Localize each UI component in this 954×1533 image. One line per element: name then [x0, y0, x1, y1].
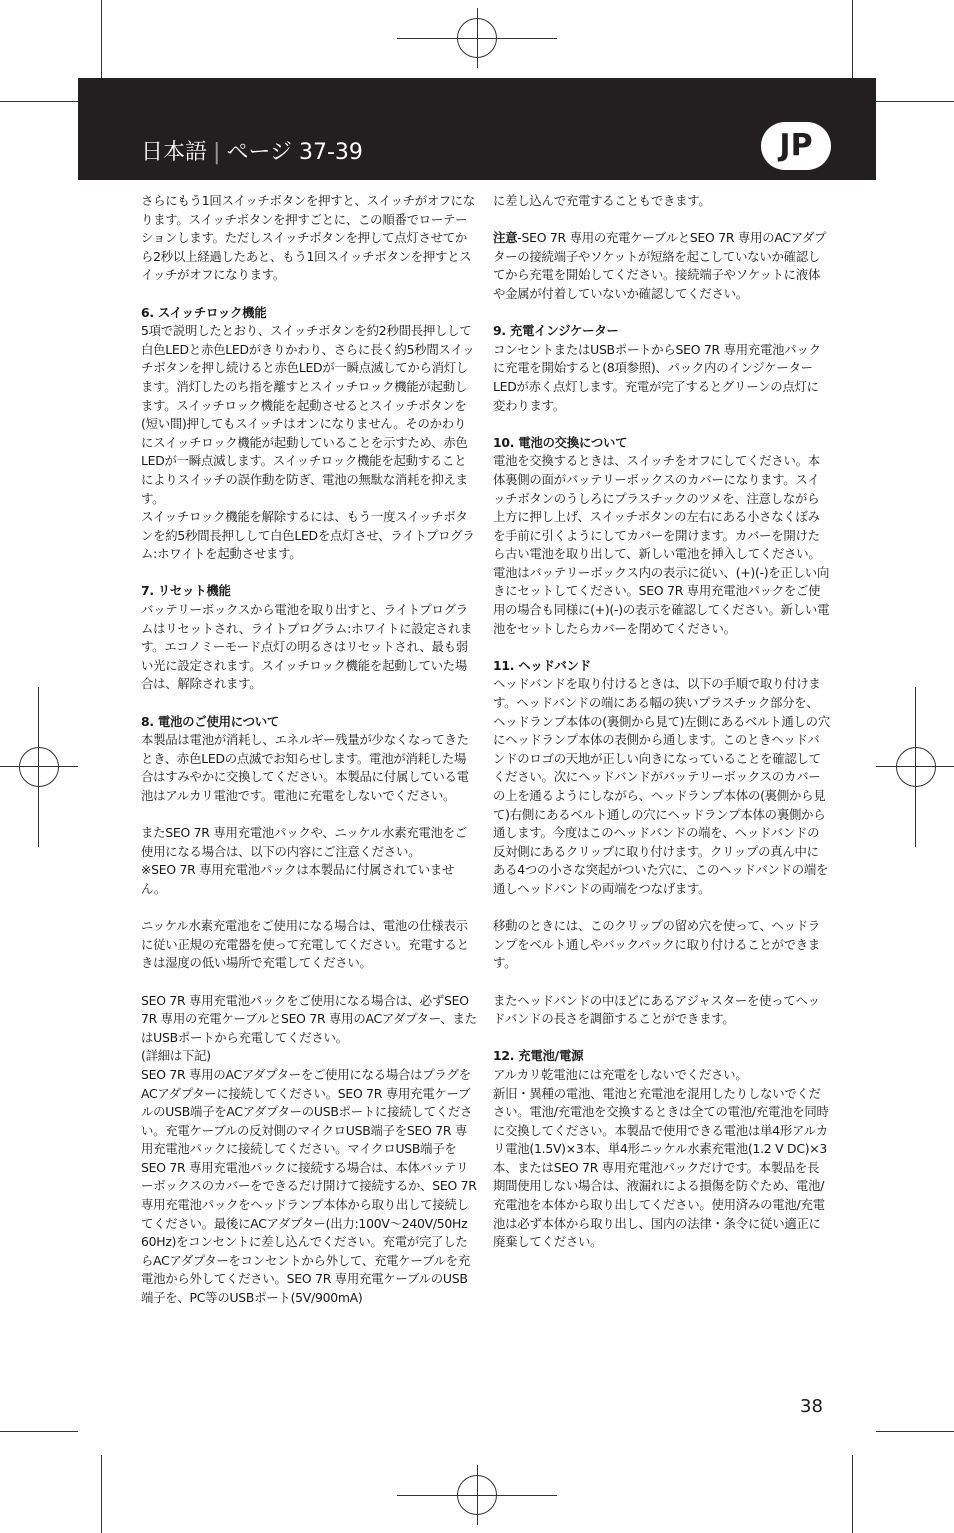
crop-mark	[852, 0, 853, 78]
registration-line	[38, 687, 39, 847]
section-heading: 10. 電池の交換について	[493, 434, 628, 450]
crop-mark	[0, 1431, 78, 1432]
paragraph: ※SEO 7R 専用充電池パックは本製品に付属されていません。	[141, 862, 455, 896]
page-number: 38	[800, 1396, 823, 1417]
caution-note	[493, 229, 830, 303]
crop-mark	[101, 1455, 102, 1533]
paragraph: さらにもう1回スイッチボタンを押すと、スイッチがオフになります。スイッチボタンを押すごとに、この順番でローテーションします。ただしスイッチボタンを押して点灯させてから2秒以上経過したあと、もう1回スイッチボタンを押すとスイッチがオフになります。	[141, 193, 476, 283]
caution-text: -SEO 7R 専用の充電ケーブルとSEO 7R 専用のACアダプターの接続端子やソケットが短絡を起こしていないか確認してから充電を開始してください。接続端子やソケットに液体や金属が付着していないか確認してください。	[493, 230, 827, 301]
registration-line	[397, 1495, 557, 1496]
left-column	[141, 192, 478, 1308]
paragraph: またSEO 7R 専用充電池パックや、ニッケル水素充電池をご使用になる場合は、以下の内容にご注意ください。	[141, 825, 467, 859]
caution-label: 注意	[493, 230, 518, 246]
title-separator: |	[213, 140, 221, 165]
registration-line	[0, 766, 78, 767]
crop-mark	[101, 0, 102, 78]
paragraph: 5項で説明したとおり、スイッチボタンを約2秒間長押しして白色LEDと赤色LEDがきりかわり、さらに長く約5秒間スイッチボタンを押し続けると赤色LEDが一瞬点滅してから消灯します。消灯したのち指を離すとスイッチロック機能が起動します。スイッチロック機能を起動させるとスイッチボタンを(短い間)押してもスイッチはオンになりません。そのかわりにスイッチロック機能が起動していることを示すため、赤色LEDが一瞬点滅します。スイッチロック機能を起動することによりスイッチの誤作動を防ぎ、電池の無駄な消耗を抑えます。	[141, 323, 475, 506]
registration-circle	[896, 747, 936, 787]
registration-line	[915, 687, 916, 847]
crop-mark	[852, 1455, 853, 1533]
paragraph: 移動のときには、このクリップの留め穴を使って、ヘッドランプをベルト通しやバックパックに取り付けることができます。	[493, 918, 821, 971]
paragraph: バッテリーボックスから電池を取り出すと、ライトプログラムはリセットされ、ライトプログラム:ホワイトに設定されます。エコノミーモード点灯の明るさはリセットされ、最も弱い光に設定されます。スイッチロック機能を起動していた場合は、解除されます。	[141, 602, 473, 692]
paragraph: ニッケル水素充電池をご使用になる場合は、電池の仕様表示に従い正規の充電器を使って充電してください。充電するときは湿度の低い場所で充電してください。	[141, 918, 469, 971]
registration-line	[397, 38, 557, 39]
registration-line	[876, 766, 954, 767]
language-badge: JP	[761, 122, 831, 170]
paragraph: ヘッドバンドを取り付けるときは、以下の手順で取り付けます。ヘッドバンドの端にある幅の狭いプラスチック部分を、ヘッドランプ本体の(裏側から見て)左側にあるベルト通しの穴にヘッドランプ本体の表側から通します。このときヘッドバンドのロゴの天地が正しい向きになっていることを確認してください。次にヘッドバンドがバッテリーボックスのカバーの上を通るようにしながら、ヘッドランプ本体の(裏側から見て)右側にあるベルト通しの穴にヘッドランプ本体の裏側から通します。今度はこのヘッドバンドの端を、ヘッドバンドの反対側にあるクリップに取り付けます。クリップの真ん中にある4つの小さな突起がついた穴に、このヘッドバンドの端を通しヘッドバンドの両端をつなげます。	[493, 676, 830, 896]
language-label: 日本語	[141, 140, 208, 165]
right-column	[493, 192, 830, 1252]
header-band	[78, 78, 876, 180]
paragraph: 電池を交換するときは、スイッチをオフにしてください。本体裏側の面がバッテリーボックスのカバーになります。スイッチボタンのうしろにプラスチックのツメを、注意しながら上方に押し上げ、スイッチボタンの左右にある小さなくぼみを手前に引くようにしてカバーを開けます。カバーを開けたら古い電池を取り出して、新しい電池を挿入してください。電池はバッテリーボックス内の表示に従い、(+)(-)を正しい向きにセットしてください。SEO 7R 専用充電池パックをご使用の場合も同様に(+)(-)の表示を確認してください。新しい電池をセットしたらカバーを閉めてください。	[493, 453, 830, 636]
section-heading: 12. 充電池/電源	[493, 1048, 584, 1064]
crop-mark	[876, 101, 954, 102]
paragraph: SEO 7R 専用充電池パックをご使用になる場合は、必ずSEO 7R 専用の充電ケーブルとSEO 7R 専用のACアダプター、またはUSBポートから充電してください。	[141, 992, 477, 1045]
paragraph: に差し込んで充電することもできます。	[493, 193, 711, 208]
paragraph: またヘッドバンドの中ほどにあるアジャスターを使ってヘッドバンドの長さを調節することができます。	[493, 992, 820, 1027]
section-heading: 7. リセット機能	[141, 583, 231, 599]
paragraph: コンセントまたはUSBポートからSEO 7R 専用充電池パックに充電を開始すると(8項参照)、パック内のインジケーターLEDが赤く点灯します。充電が完了するとグリーンの点灯に変わります。	[493, 341, 821, 413]
section-heading: 8. 電池のご使用について	[141, 713, 280, 729]
section-heading: 11. ヘッドバンド	[493, 657, 591, 673]
paragraph: スイッチロック機能を解除するには、もう一度スイッチボタンを約5秒間長押しして白色LEDを点灯させ、ライトプログラム:ホワイトを起動させます。	[141, 509, 475, 562]
registration-circle	[19, 747, 59, 787]
paragraph: 本製品は電池が消耗し、エネルギー残量が少なくなってきたとき、赤色LEDの点滅でお知らせします。電池が消耗した場合はすみやかに交換してください。本製品に付属している電池はアルカリ電池です。電池に充電をしないでください。	[141, 732, 469, 803]
crop-mark	[0, 101, 78, 102]
page-range: ページ 37-39	[226, 140, 363, 165]
paragraph: 新旧・異種の電池、電池と充電池を混用したりしないでください。電池/充電池を交換するときは全ての電池/充電池を同時に交換してください。本製品で使用できる電池は単4形アルカリ電池(1.5V)×3本、単4形ニッケル水素充電池(1.2 V DC)×3本、またはSEO 7R 専用充電池パックだけです。本製品を長期間使用しない場合は、液漏れによる損傷を防ぐため、電池/充電池を本体から取り出してください。使用済みの電池/充電池は必ず本体から取り出し、国内の法律・条令に従い適正に廃棄してください。	[493, 1085, 829, 1250]
section-heading: 9. 充電インジケーター	[493, 323, 619, 339]
section-heading: 6. スイッチロック機能	[141, 304, 267, 320]
paragraph: アルカリ乾電池には充電をしないでください。	[493, 1066, 748, 1082]
paragraph: (詳細は下記)	[141, 1048, 211, 1064]
paragraph: SEO 7R 専用のACアダプターをご使用になる場合はプラグをACアダプターに接続してください。SEO 7R 専用充電ケーブルのUSB端子をACアダプターのUSBポートに接続してください。充電ケーブルの反対側のマイクロUSB端子をSEO 7R 専用充電池パックに接続してください。マイクロUSB端子をSEO 7R 専用充電池パックに接続する場合は、本体バッテリーボックスのカバーをできるだけ開けて接続するか、SEO 7R 専用充電池パックをヘッドランプ本体から取り出して接続してください。最後にACアダプター(出力:100V〜240V/50Hz 60Hz)をコンセントに差し込んでください。充電が完了したらACアダプターをコンセントから外して、充電ケーブルを充電池から外してください。SEO 7R 専用充電ケーブルのUSB端子を、PC等のUSBポート(5V/900mA)	[141, 1066, 477, 1306]
page-title	[141, 139, 363, 167]
crop-mark	[876, 1431, 954, 1432]
